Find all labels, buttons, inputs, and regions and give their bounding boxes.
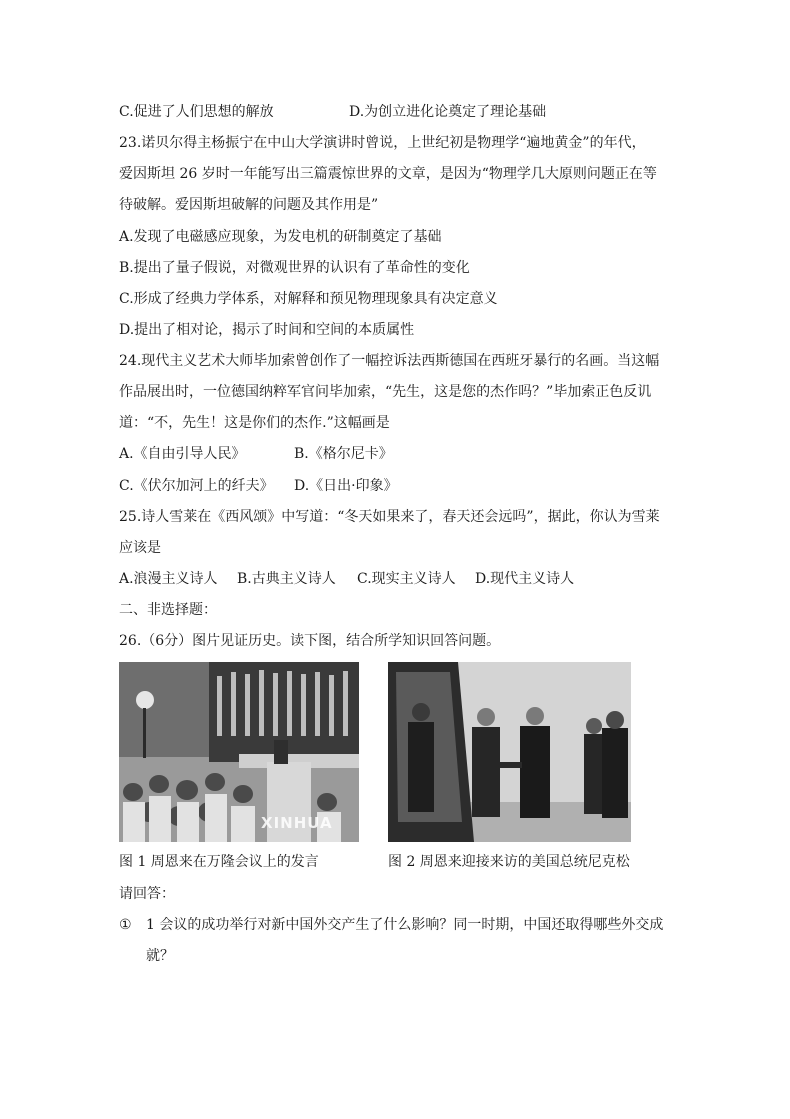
q25-option-c: C.现实主义诗人 [357,571,456,587]
figure-2-photo [388,662,631,842]
q25-stem-line-1: 25.诗人雪莱在《西风颂》中写道：“冬天如果来了，春天还会远吗”，据此，你认为雪莱 [119,509,660,525]
q23-stem-line-1: 23.诺贝尔得主杨振宁在中山大学演讲时曾说，上世纪初是物理学“遍地黄金”的年代， [119,135,646,151]
q26-stem: 26.（6分）图片见证历史。读下图，结合所学知识回答问题。 [119,633,501,649]
q23-option-d: D.提出了相对论，揭示了时间和空间的本质属性 [119,322,415,338]
q24-options-row-1 [119,444,679,464]
q23-option-a: A.发现了电磁感应现象，为发电机的研制奠定了基础 [119,229,442,245]
q25-option-d: D.现代主义诗人 [475,571,575,587]
q24-option-b: B.《格尔尼卡》 [294,446,393,462]
q24-options-row-2 [119,476,679,496]
q23-stem-line-2: 爱因斯坦 26 岁时一年能写出三篇震惊世界的文章，是因为“物理学几大原则问题正在等 [119,166,657,182]
q22-options-row [119,102,679,122]
figure-1-caption: 图 1 周恩来在万隆会议上的发言 [119,854,319,870]
q25-options-row [119,569,679,589]
q25-stem-line-2: 应该是 [119,540,161,556]
q26-sub-1-line-2: 就？ [146,948,174,964]
q25-option-b: B.古典主义诗人 [237,571,336,587]
q26-sub-1-marker: ① [119,917,132,933]
q23-option-c: C.形成了经典力学体系，对解释和预见物理现象具有决定意义 [119,291,498,307]
q26-prompt: 请回答： [119,886,175,902]
section-heading: 二、非选择题： [119,602,217,618]
q24-option-a: A.《自由引导人民》 [119,446,246,462]
xinhua-watermark: XINHUA [261,814,333,832]
figure-2-caption: 图 2 周恩来迎接来访的美国总统尼克松 [388,854,630,870]
q22-option-d: D.为创立进化论奠定了理论基础 [349,104,547,120]
q23-option-b: B.提出了量子假说，对微观世界的认识有了革命性的变化 [119,260,470,276]
q24-option-c: C.《伏尔加河上的纤夫》 [119,478,274,494]
q26-sub-1-text-1: 1 会议的成功举行对新中国外交产生了什么影响？同一时期，中国还取得哪些外交成 [146,917,664,933]
q22-option-c: C.促进了人们思想的解放 [119,104,274,120]
q24-option-d: D.《日出·印象》 [294,478,398,494]
q24-stem-line-1: 24.现代主义艺术大师毕加索曾创作了一幅控诉法西斯德国在西班牙暴行的名画。当这幅 [119,353,660,369]
q24-stem-line-2: 作品展出时，一位德国纳粹军官问毕加索，“先生，这是您的杰作吗？”毕加索正色反讥 [119,384,652,400]
figure-1-photo [119,662,359,842]
q26-sub-1-line-1 [119,915,679,935]
q25-option-a: A.浪漫主义诗人 [119,571,218,587]
q23-stem-line-3: 待破解。爱因斯坦破解的问题及其作用是” [119,197,379,213]
q24-stem-line-3: 道：“不，先生！这是你们的杰作.”这幅画是 [119,415,390,431]
